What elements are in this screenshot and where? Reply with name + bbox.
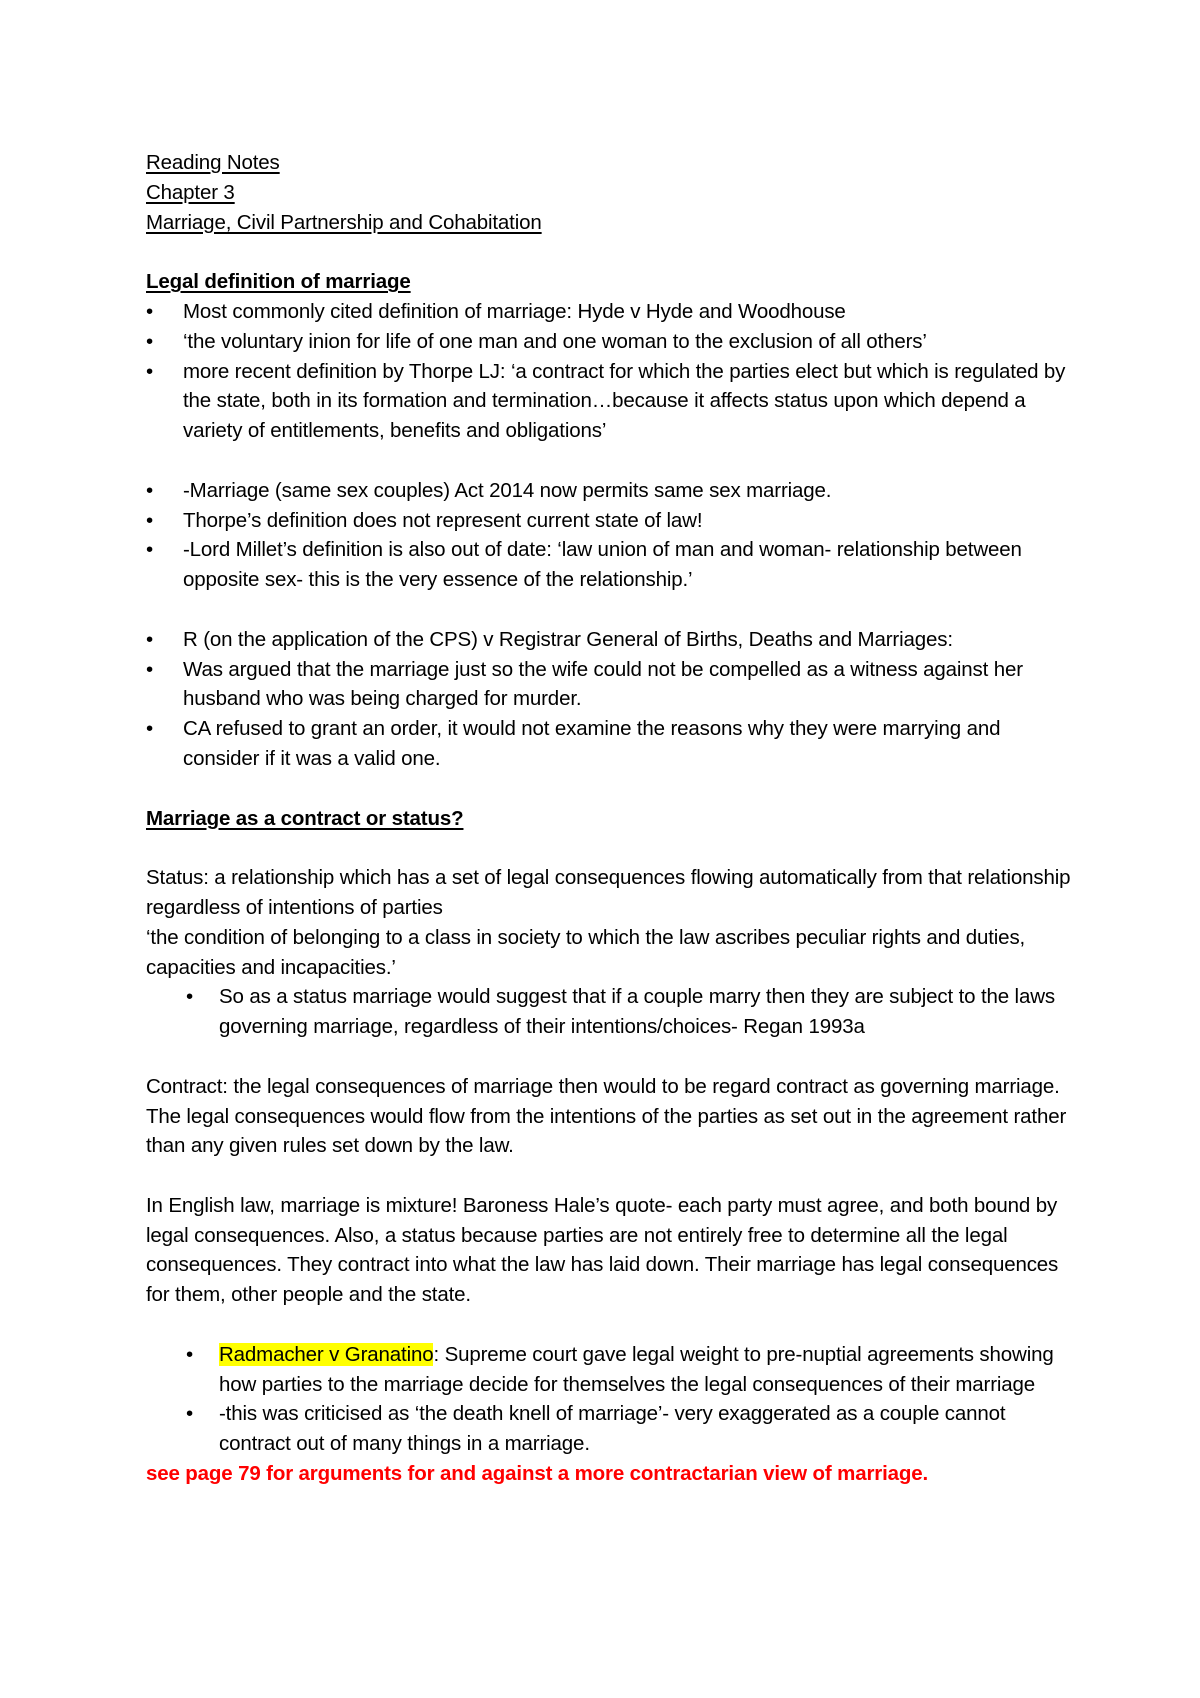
bullet-list [146,1340,1076,1459]
spacer [146,1042,1076,1072]
chapter-label: Chapter 3 [146,180,235,204]
spacer [146,595,1076,625]
list-item: • Thorpe’s definition does not represent current state of law! [146,506,1076,536]
bullet-list [146,476,1076,595]
list-item: • So as a status marriage would suggest that if a couple marry then they are subject to the laws governing marriage, regardless of their intentions/choices- Regan 1993a [146,982,1076,1042]
list-item: • -Lord Millet’s definition is also out of date: ‘law union of man and woman- relationship between opposite sex- this is the very essence of the relationship.’ [146,535,1076,595]
bullet-list [146,982,1076,1042]
list-item: • R (on the application of the CPS) v Registrar General of Births, Deaths and Marriages: [146,625,1076,655]
list-item: • more recent definition by Thorpe LJ: ‘a contract for which the parties elect but which is regulated by the state, both in its formation and termination…because it affects status upon which depend a variety of entitlements, benefits and obligations’ [146,357,1076,446]
spacer [146,774,1076,804]
spacer [146,833,1076,863]
document-page [146,148,1076,1489]
list-item: • CA refused to grant an order, it would not examine the reasons why they were marrying and consider if it was a valid one. [146,714,1076,774]
list-item: • Most commonly cited definition of marriage: Hyde v Hyde and Woodhouse [146,297,1076,327]
case-description: : Supreme court gave legal weight to pre-nuptial agreements showing how parties to the marriage decide for themselves the legal consequences of their marriage [219,1342,1054,1396]
english-law-paragraph: In English law, marriage is mixture! Baroness Hale’s quote- each party must agree, and both bound by legal consequences. Also, a status because parties are not entirely free to determine all the legal consequences. They contract into what the law has laid down. Their marriage has legal consequences for them, other people and the state. [146,1193,1059,1307]
spacer [146,237,1076,267]
spacer [146,1161,1076,1191]
list-item: • -this was criticised as ‘the death knell of marriage’- very exaggerated as a couple cannot contract out of many things in a marriage. [146,1399,1076,1459]
list-item: • Was argued that the marriage just so the wife could not be compelled as a witness against her husband who was being charged for murder. [146,655,1076,715]
list-item [146,1340,1076,1400]
chapter-subject: Marriage, Civil Partnership and Cohabitation [146,210,542,234]
status-paragraph: Status: a relationship which has a set of legal consequences flowing automatically from that relationship regardless of intentions of parties [146,866,1071,919]
list-item: • -Marriage (same sex couples) Act 2014 now permits same sex marriage. [146,476,1076,506]
section-heading-contract-status: Marriage as a contract or status? [146,806,464,830]
spacer [146,1310,1076,1340]
status-quote: ‘the condition of belonging to a class in society to which the law ascribes peculiar rights and duties, capacities and incapacities.’ [146,925,1026,979]
bullet-list [146,297,1076,446]
case-name-highlight: Radmacher v Granatino [219,1342,434,1366]
bullet-list [146,625,1076,774]
spacer [146,446,1076,476]
section-heading-legal-definition: Legal definition of marriage [146,270,411,294]
doc-title: Reading Notes [146,151,280,174]
list-item: • ‘the voluntary inion for life of one man and one woman to the exclusion of all others’ [146,327,1076,357]
contract-paragraph: Contract: the legal consequences of marriage then would to be regard contract as governing marriage. The legal consequences would flow from the intentions of the parties as set out in the agreement rather than any given rules set down by the law. [146,1074,1067,1158]
page-reference-note: see page 79 for arguments for and against a more contractarian view of marriage. [146,1462,929,1486]
